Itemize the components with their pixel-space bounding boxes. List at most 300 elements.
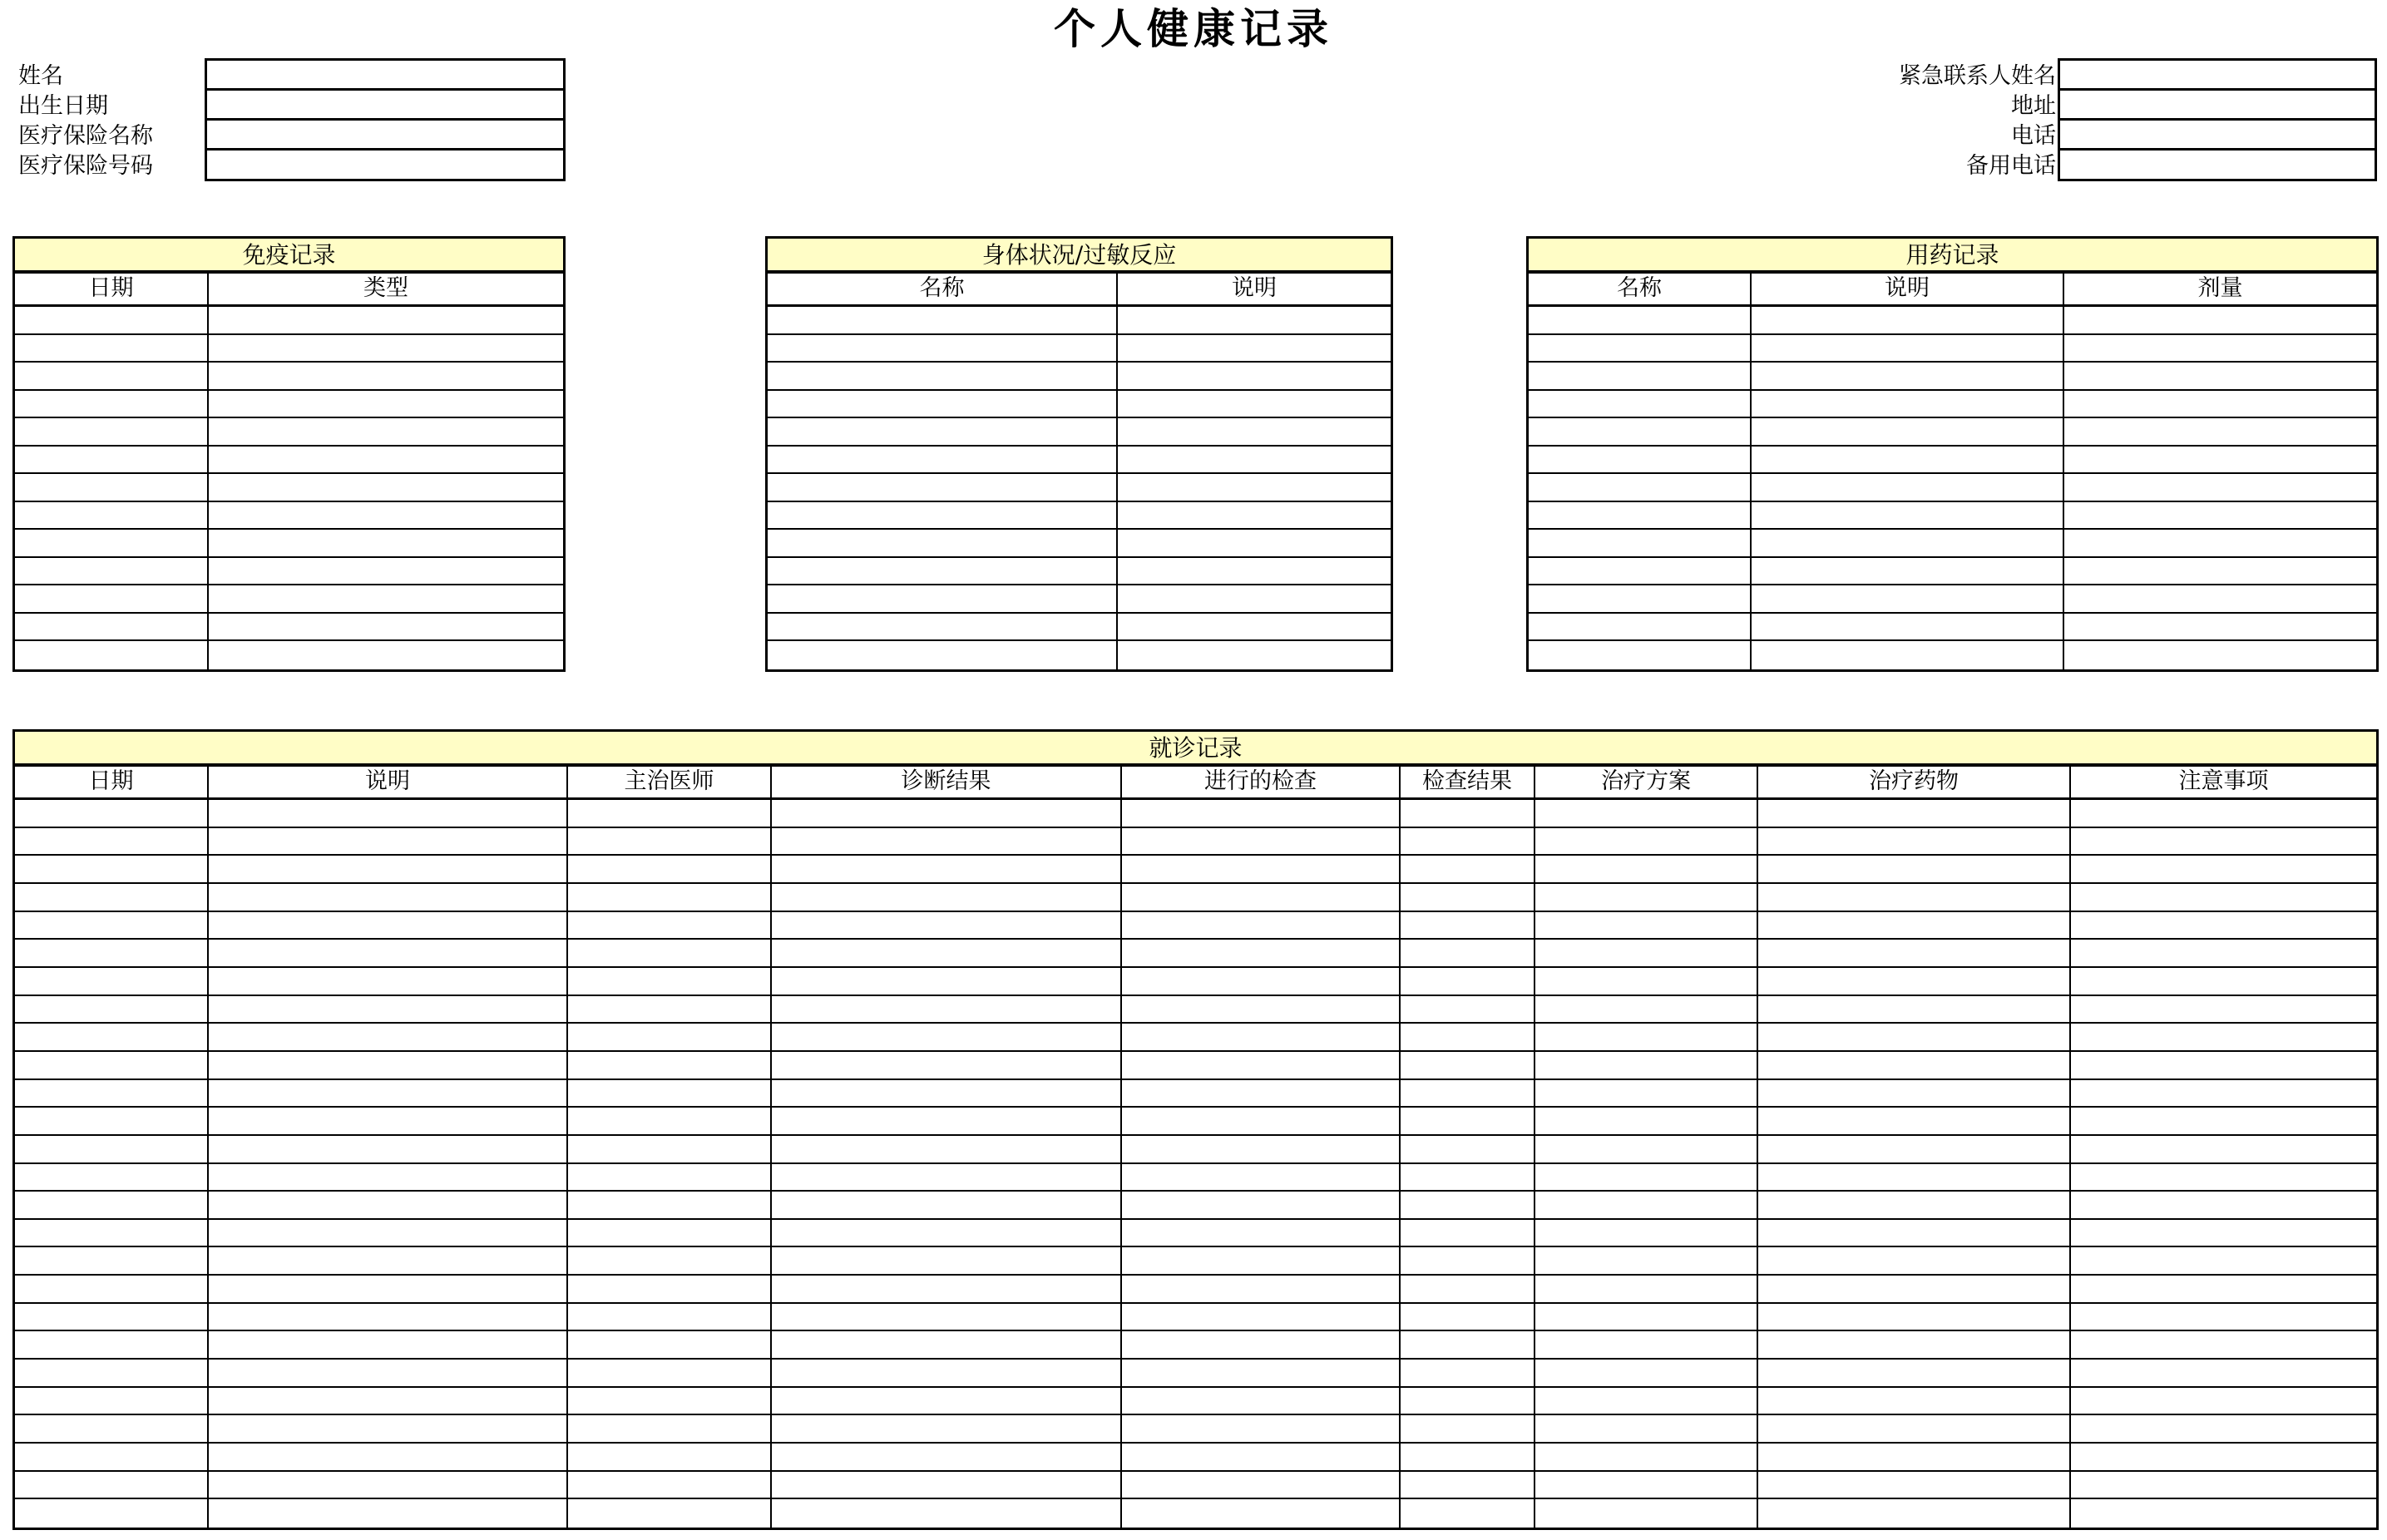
visits-cell[interactable] (772, 800, 1122, 828)
visits-cell[interactable] (1535, 1276, 1758, 1304)
visits-cell[interactable] (2071, 968, 2376, 996)
visits-cell[interactable] (1758, 884, 2071, 912)
visits-cell[interactable] (1122, 1276, 1401, 1304)
medication-cell[interactable] (2064, 307, 2376, 335)
visits-cell[interactable] (2071, 1276, 2376, 1304)
visits-cell[interactable] (1535, 828, 1758, 856)
visits-cell[interactable] (1758, 912, 2071, 940)
visits-cell[interactable] (1535, 1192, 1758, 1220)
visits-cell[interactable] (568, 1136, 772, 1164)
visits-cell[interactable] (15, 1360, 209, 1388)
visits-cell[interactable] (1122, 1136, 1401, 1164)
immunization-cell[interactable] (209, 585, 563, 614)
conditions-cell[interactable] (768, 307, 1118, 335)
medication-cell[interactable] (1529, 474, 1752, 502)
visits-cell[interactable] (1535, 968, 1758, 996)
visits-cell[interactable] (1535, 1164, 1758, 1192)
visits-cell[interactable] (2071, 1220, 2376, 1248)
visits-cell[interactable] (1122, 968, 1401, 996)
visits-cell[interactable] (1122, 1499, 1401, 1528)
visits-cell[interactable] (1758, 1331, 2071, 1360)
visits-cell[interactable] (1758, 996, 2071, 1024)
immunization-cell[interactable] (209, 335, 563, 363)
insurance-number-field[interactable] (205, 148, 566, 181)
visits-cell[interactable] (568, 1388, 772, 1416)
immunization-cell[interactable] (15, 530, 209, 558)
visits-cell[interactable] (1535, 1360, 1758, 1388)
visits-cell[interactable] (2071, 1304, 2376, 1332)
visits-cell[interactable] (1122, 1108, 1401, 1136)
medication-cell[interactable] (1529, 585, 1752, 614)
medication-cell[interactable] (1752, 418, 2064, 447)
visits-cell[interactable] (2071, 800, 2376, 828)
visits-cell[interactable] (2071, 1444, 2376, 1472)
visits-cell[interactable] (1401, 1247, 1535, 1276)
visits-cell[interactable] (209, 1052, 568, 1080)
visits-cell[interactable] (1401, 1360, 1535, 1388)
visits-cell[interactable] (1758, 1276, 2071, 1304)
immunization-cell[interactable] (15, 335, 209, 363)
visits-cell[interactable] (1401, 968, 1535, 996)
visits-cell[interactable] (2071, 1499, 2376, 1528)
visits-cell[interactable] (568, 912, 772, 940)
name-field[interactable] (205, 58, 566, 91)
visits-cell[interactable] (209, 1247, 568, 1276)
visits-cell[interactable] (209, 1080, 568, 1108)
visits-cell[interactable] (209, 1360, 568, 1388)
visits-cell[interactable] (1535, 1331, 1758, 1360)
visits-cell[interactable] (1758, 1024, 2071, 1052)
immunization-cell[interactable] (209, 307, 563, 335)
visits-cell[interactable] (1758, 1052, 2071, 1080)
visits-cell[interactable] (772, 1052, 1122, 1080)
visits-cell[interactable] (209, 1444, 568, 1472)
visits-cell[interactable] (1122, 1331, 1401, 1360)
visits-cell[interactable] (2071, 1080, 2376, 1108)
visits-cell[interactable] (209, 1192, 568, 1220)
visits-cell[interactable] (15, 1247, 209, 1276)
visits-cell[interactable] (2071, 1108, 2376, 1136)
visits-cell[interactable] (1401, 1415, 1535, 1444)
visits-cell[interactable] (1122, 1304, 1401, 1332)
visits-cell[interactable] (1758, 1360, 2071, 1388)
visits-cell[interactable] (2071, 1247, 2376, 1276)
visits-cell[interactable] (772, 1247, 1122, 1276)
medication-cell[interactable] (1529, 614, 1752, 642)
visits-cell[interactable] (1122, 800, 1401, 828)
medication-cell[interactable] (1752, 614, 2064, 642)
medication-cell[interactable] (1529, 307, 1752, 335)
visits-cell[interactable] (772, 996, 1122, 1024)
visits-cell[interactable] (1401, 1164, 1535, 1192)
visits-cell[interactable] (209, 1415, 568, 1444)
medication-cell[interactable] (2064, 418, 2376, 447)
visits-cell[interactable] (568, 1276, 772, 1304)
conditions-cell[interactable] (768, 614, 1118, 642)
visits-cell[interactable] (2071, 1136, 2376, 1164)
visits-cell[interactable] (15, 940, 209, 968)
medication-cell[interactable] (1752, 474, 2064, 502)
visits-cell[interactable] (15, 828, 209, 856)
immunization-cell[interactable] (15, 502, 209, 531)
visits-cell[interactable] (1122, 1360, 1401, 1388)
visits-cell[interactable] (772, 1360, 1122, 1388)
immunization-cell[interactable] (15, 447, 209, 475)
medication-cell[interactable] (1752, 391, 2064, 419)
medication-cell[interactable] (2064, 474, 2376, 502)
visits-cell[interactable] (568, 996, 772, 1024)
visits-cell[interactable] (772, 1444, 1122, 1472)
visits-cell[interactable] (772, 1108, 1122, 1136)
visits-cell[interactable] (568, 1472, 772, 1500)
visits-cell[interactable] (1122, 912, 1401, 940)
conditions-cell[interactable] (768, 585, 1118, 614)
medication-cell[interactable] (2064, 585, 2376, 614)
visits-cell[interactable] (1535, 1444, 1758, 1472)
visits-cell[interactable] (1401, 884, 1535, 912)
conditions-cell[interactable] (1118, 363, 1391, 391)
medication-cell[interactable] (1752, 530, 2064, 558)
visits-cell[interactable] (568, 884, 772, 912)
medication-cell[interactable] (1529, 391, 1752, 419)
conditions-cell[interactable] (768, 474, 1118, 502)
medication-cell[interactable] (1529, 502, 1752, 531)
visits-cell[interactable] (772, 1136, 1122, 1164)
visits-cell[interactable] (1122, 940, 1401, 968)
conditions-cell[interactable] (1118, 391, 1391, 419)
immunization-cell[interactable] (15, 418, 209, 447)
visits-cell[interactable] (15, 912, 209, 940)
visits-cell[interactable] (772, 1220, 1122, 1248)
visits-cell[interactable] (1535, 1499, 1758, 1528)
visits-cell[interactable] (15, 1192, 209, 1220)
medication-cell[interactable] (2064, 363, 2376, 391)
conditions-cell[interactable] (768, 447, 1118, 475)
visits-cell[interactable] (15, 1331, 209, 1360)
visits-cell[interactable] (1535, 1136, 1758, 1164)
conditions-cell[interactable] (1118, 530, 1391, 558)
conditions-cell[interactable] (768, 363, 1118, 391)
visits-cell[interactable] (15, 996, 209, 1024)
visits-cell[interactable] (1535, 800, 1758, 828)
medication-cell[interactable] (1752, 447, 2064, 475)
visits-cell[interactable] (1122, 1052, 1401, 1080)
conditions-cell[interactable] (1118, 558, 1391, 586)
conditions-cell[interactable] (1118, 307, 1391, 335)
immunization-cell[interactable] (209, 641, 563, 669)
visits-cell[interactable] (1758, 1388, 2071, 1416)
visits-cell[interactable] (568, 800, 772, 828)
visits-cell[interactable] (1401, 912, 1535, 940)
visits-cell[interactable] (2071, 1024, 2376, 1052)
conditions-cell[interactable] (1118, 502, 1391, 531)
visits-cell[interactable] (15, 1136, 209, 1164)
visits-cell[interactable] (1401, 1052, 1535, 1080)
visits-cell[interactable] (568, 1164, 772, 1192)
visits-cell[interactable] (1122, 1415, 1401, 1444)
immunization-cell[interactable] (15, 307, 209, 335)
visits-cell[interactable] (772, 1331, 1122, 1360)
visits-cell[interactable] (772, 1080, 1122, 1108)
visits-cell[interactable] (772, 1276, 1122, 1304)
visits-cell[interactable] (209, 968, 568, 996)
visits-cell[interactable] (15, 1304, 209, 1332)
visits-cell[interactable] (772, 940, 1122, 968)
visits-cell[interactable] (209, 828, 568, 856)
medication-cell[interactable] (2064, 641, 2376, 669)
medication-cell[interactable] (2064, 447, 2376, 475)
visits-cell[interactable] (1122, 1388, 1401, 1416)
visits-cell[interactable] (1122, 1080, 1401, 1108)
visits-cell[interactable] (209, 996, 568, 1024)
alt-phone-field[interactable] (2058, 148, 2377, 181)
visits-cell[interactable] (1401, 1331, 1535, 1360)
visits-cell[interactable] (209, 1499, 568, 1528)
visits-cell[interactable] (15, 1415, 209, 1444)
visits-cell[interactable] (1758, 828, 2071, 856)
medication-cell[interactable] (1529, 447, 1752, 475)
phone-field[interactable] (2058, 118, 2377, 151)
visits-cell[interactable] (2071, 828, 2376, 856)
visits-cell[interactable] (209, 1136, 568, 1164)
visits-cell[interactable] (1122, 828, 1401, 856)
conditions-cell[interactable] (768, 558, 1118, 586)
visits-cell[interactable] (772, 884, 1122, 912)
visits-cell[interactable] (2071, 1472, 2376, 1500)
visits-cell[interactable] (568, 1304, 772, 1332)
medication-cell[interactable] (2064, 530, 2376, 558)
visits-cell[interactable] (2071, 1360, 2376, 1388)
visits-cell[interactable] (209, 1024, 568, 1052)
visits-cell[interactable] (1401, 996, 1535, 1024)
visits-cell[interactable] (568, 1331, 772, 1360)
visits-cell[interactable] (15, 1472, 209, 1500)
visits-cell[interactable] (772, 968, 1122, 996)
conditions-cell[interactable] (1118, 447, 1391, 475)
visits-cell[interactable] (568, 828, 772, 856)
visits-cell[interactable] (1535, 1024, 1758, 1052)
visits-cell[interactable] (1758, 1220, 2071, 1248)
visits-cell[interactable] (15, 856, 209, 884)
visits-cell[interactable] (568, 1444, 772, 1472)
immunization-cell[interactable] (209, 502, 563, 531)
visits-cell[interactable] (772, 1388, 1122, 1416)
visits-cell[interactable] (1535, 1108, 1758, 1136)
visits-cell[interactable] (1535, 1388, 1758, 1416)
conditions-cell[interactable] (1118, 585, 1391, 614)
visits-cell[interactable] (1401, 1388, 1535, 1416)
immunization-cell[interactable] (209, 614, 563, 642)
immunization-cell[interactable] (15, 585, 209, 614)
visits-cell[interactable] (2071, 1192, 2376, 1220)
visits-cell[interactable] (2071, 940, 2376, 968)
visits-cell[interactable] (1758, 940, 2071, 968)
medication-cell[interactable] (2064, 335, 2376, 363)
medication-cell[interactable] (1752, 363, 2064, 391)
visits-cell[interactable] (772, 912, 1122, 940)
medication-cell[interactable] (1752, 558, 2064, 586)
visits-cell[interactable] (568, 1052, 772, 1080)
visits-cell[interactable] (568, 1360, 772, 1388)
visits-cell[interactable] (15, 1024, 209, 1052)
visits-cell[interactable] (1758, 968, 2071, 996)
immunization-cell[interactable] (209, 530, 563, 558)
visits-cell[interactable] (1401, 1024, 1535, 1052)
visits-cell[interactable] (1535, 912, 1758, 940)
visits-cell[interactable] (15, 800, 209, 828)
visits-cell[interactable] (2071, 856, 2376, 884)
visits-cell[interactable] (568, 968, 772, 996)
visits-cell[interactable] (2071, 1415, 2376, 1444)
medication-cell[interactable] (1752, 502, 2064, 531)
visits-cell[interactable] (1758, 1444, 2071, 1472)
visits-cell[interactable] (772, 828, 1122, 856)
visits-cell[interactable] (209, 940, 568, 968)
medication-cell[interactable] (1529, 335, 1752, 363)
medication-cell[interactable] (1529, 418, 1752, 447)
visits-cell[interactable] (772, 1472, 1122, 1500)
medication-cell[interactable] (1752, 641, 2064, 669)
visits-cell[interactable] (1535, 1220, 1758, 1248)
visits-cell[interactable] (209, 800, 568, 828)
visits-cell[interactable] (1401, 940, 1535, 968)
medication-cell[interactable] (1529, 641, 1752, 669)
immunization-cell[interactable] (15, 558, 209, 586)
visits-cell[interactable] (568, 1220, 772, 1248)
visits-cell[interactable] (1122, 884, 1401, 912)
medication-cell[interactable] (1529, 363, 1752, 391)
visits-cell[interactable] (1758, 1108, 2071, 1136)
visits-cell[interactable] (772, 1415, 1122, 1444)
visits-cell[interactable] (1535, 1052, 1758, 1080)
visits-cell[interactable] (1758, 1304, 2071, 1332)
visits-cell[interactable] (772, 1499, 1122, 1528)
immunization-cell[interactable] (209, 391, 563, 419)
medication-cell[interactable] (1752, 585, 2064, 614)
visits-cell[interactable] (2071, 1388, 2376, 1416)
visits-cell[interactable] (15, 1499, 209, 1528)
visits-cell[interactable] (772, 856, 1122, 884)
conditions-cell[interactable] (768, 418, 1118, 447)
medication-cell[interactable] (2064, 391, 2376, 419)
visits-cell[interactable] (568, 940, 772, 968)
immunization-cell[interactable] (209, 474, 563, 502)
visits-cell[interactable] (15, 1164, 209, 1192)
visits-cell[interactable] (1758, 1136, 2071, 1164)
visits-cell[interactable] (1122, 1164, 1401, 1192)
medication-cell[interactable] (2064, 614, 2376, 642)
visits-cell[interactable] (209, 1388, 568, 1416)
conditions-cell[interactable] (1118, 335, 1391, 363)
visits-cell[interactable] (1401, 1472, 1535, 1500)
immunization-cell[interactable] (15, 641, 209, 669)
visits-cell[interactable] (15, 884, 209, 912)
visits-cell[interactable] (15, 1108, 209, 1136)
visits-cell[interactable] (568, 1192, 772, 1220)
visits-cell[interactable] (1401, 856, 1535, 884)
visits-cell[interactable] (772, 1304, 1122, 1332)
medication-cell[interactable] (2064, 502, 2376, 531)
visits-cell[interactable] (209, 1164, 568, 1192)
visits-cell[interactable] (2071, 1052, 2376, 1080)
visits-cell[interactable] (1535, 856, 1758, 884)
visits-cell[interactable] (772, 1164, 1122, 1192)
birthdate-field[interactable] (205, 88, 566, 121)
conditions-cell[interactable] (1118, 641, 1391, 669)
visits-cell[interactable] (1758, 1499, 2071, 1528)
conditions-cell[interactable] (768, 502, 1118, 531)
visits-cell[interactable] (209, 884, 568, 912)
conditions-cell[interactable] (768, 641, 1118, 669)
visits-cell[interactable] (772, 1192, 1122, 1220)
visits-cell[interactable] (1535, 884, 1758, 912)
insurance-name-field[interactable] (205, 118, 566, 151)
visits-cell[interactable] (209, 1276, 568, 1304)
visits-cell[interactable] (1401, 1276, 1535, 1304)
visits-cell[interactable] (1535, 1472, 1758, 1500)
visits-cell[interactable] (15, 1388, 209, 1416)
immunization-cell[interactable] (209, 447, 563, 475)
visits-cell[interactable] (1535, 1080, 1758, 1108)
immunization-cell[interactable] (209, 558, 563, 586)
visits-cell[interactable] (1535, 1304, 1758, 1332)
immunization-cell[interactable] (15, 363, 209, 391)
conditions-cell[interactable] (1118, 474, 1391, 502)
visits-cell[interactable] (209, 912, 568, 940)
visits-cell[interactable] (209, 1220, 568, 1248)
medication-cell[interactable] (2064, 558, 2376, 586)
visits-cell[interactable] (209, 1108, 568, 1136)
visits-cell[interactable] (1401, 800, 1535, 828)
immunization-cell[interactable] (209, 363, 563, 391)
immunization-cell[interactable] (15, 614, 209, 642)
medication-cell[interactable] (1752, 335, 2064, 363)
visits-cell[interactable] (1401, 828, 1535, 856)
visits-cell[interactable] (15, 1080, 209, 1108)
visits-cell[interactable] (1122, 1444, 1401, 1472)
immunization-cell[interactable] (15, 391, 209, 419)
visits-cell[interactable] (209, 1472, 568, 1500)
visits-cell[interactable] (2071, 1164, 2376, 1192)
visits-cell[interactable] (568, 1499, 772, 1528)
visits-cell[interactable] (1122, 1220, 1401, 1248)
visits-cell[interactable] (1401, 1136, 1535, 1164)
visits-cell[interactable] (1758, 800, 2071, 828)
visits-cell[interactable] (1122, 1192, 1401, 1220)
visits-cell[interactable] (15, 1444, 209, 1472)
visits-cell[interactable] (1535, 1415, 1758, 1444)
visits-cell[interactable] (2071, 996, 2376, 1024)
visits-cell[interactable] (15, 1220, 209, 1248)
visits-cell[interactable] (15, 1276, 209, 1304)
visits-cell[interactable] (568, 1080, 772, 1108)
visits-cell[interactable] (209, 1331, 568, 1360)
visits-cell[interactable] (1401, 1499, 1535, 1528)
visits-cell[interactable] (1758, 1080, 2071, 1108)
conditions-cell[interactable] (768, 335, 1118, 363)
visits-cell[interactable] (1758, 856, 2071, 884)
visits-cell[interactable] (1122, 856, 1401, 884)
visits-cell[interactable] (1401, 1444, 1535, 1472)
immunization-cell[interactable] (15, 474, 209, 502)
conditions-cell[interactable] (768, 391, 1118, 419)
visits-cell[interactable] (1122, 1247, 1401, 1276)
visits-cell[interactable] (209, 1304, 568, 1332)
visits-cell[interactable] (1401, 1080, 1535, 1108)
visits-cell[interactable] (2071, 1331, 2376, 1360)
visits-cell[interactable] (1122, 1024, 1401, 1052)
medication-cell[interactable] (1529, 558, 1752, 586)
